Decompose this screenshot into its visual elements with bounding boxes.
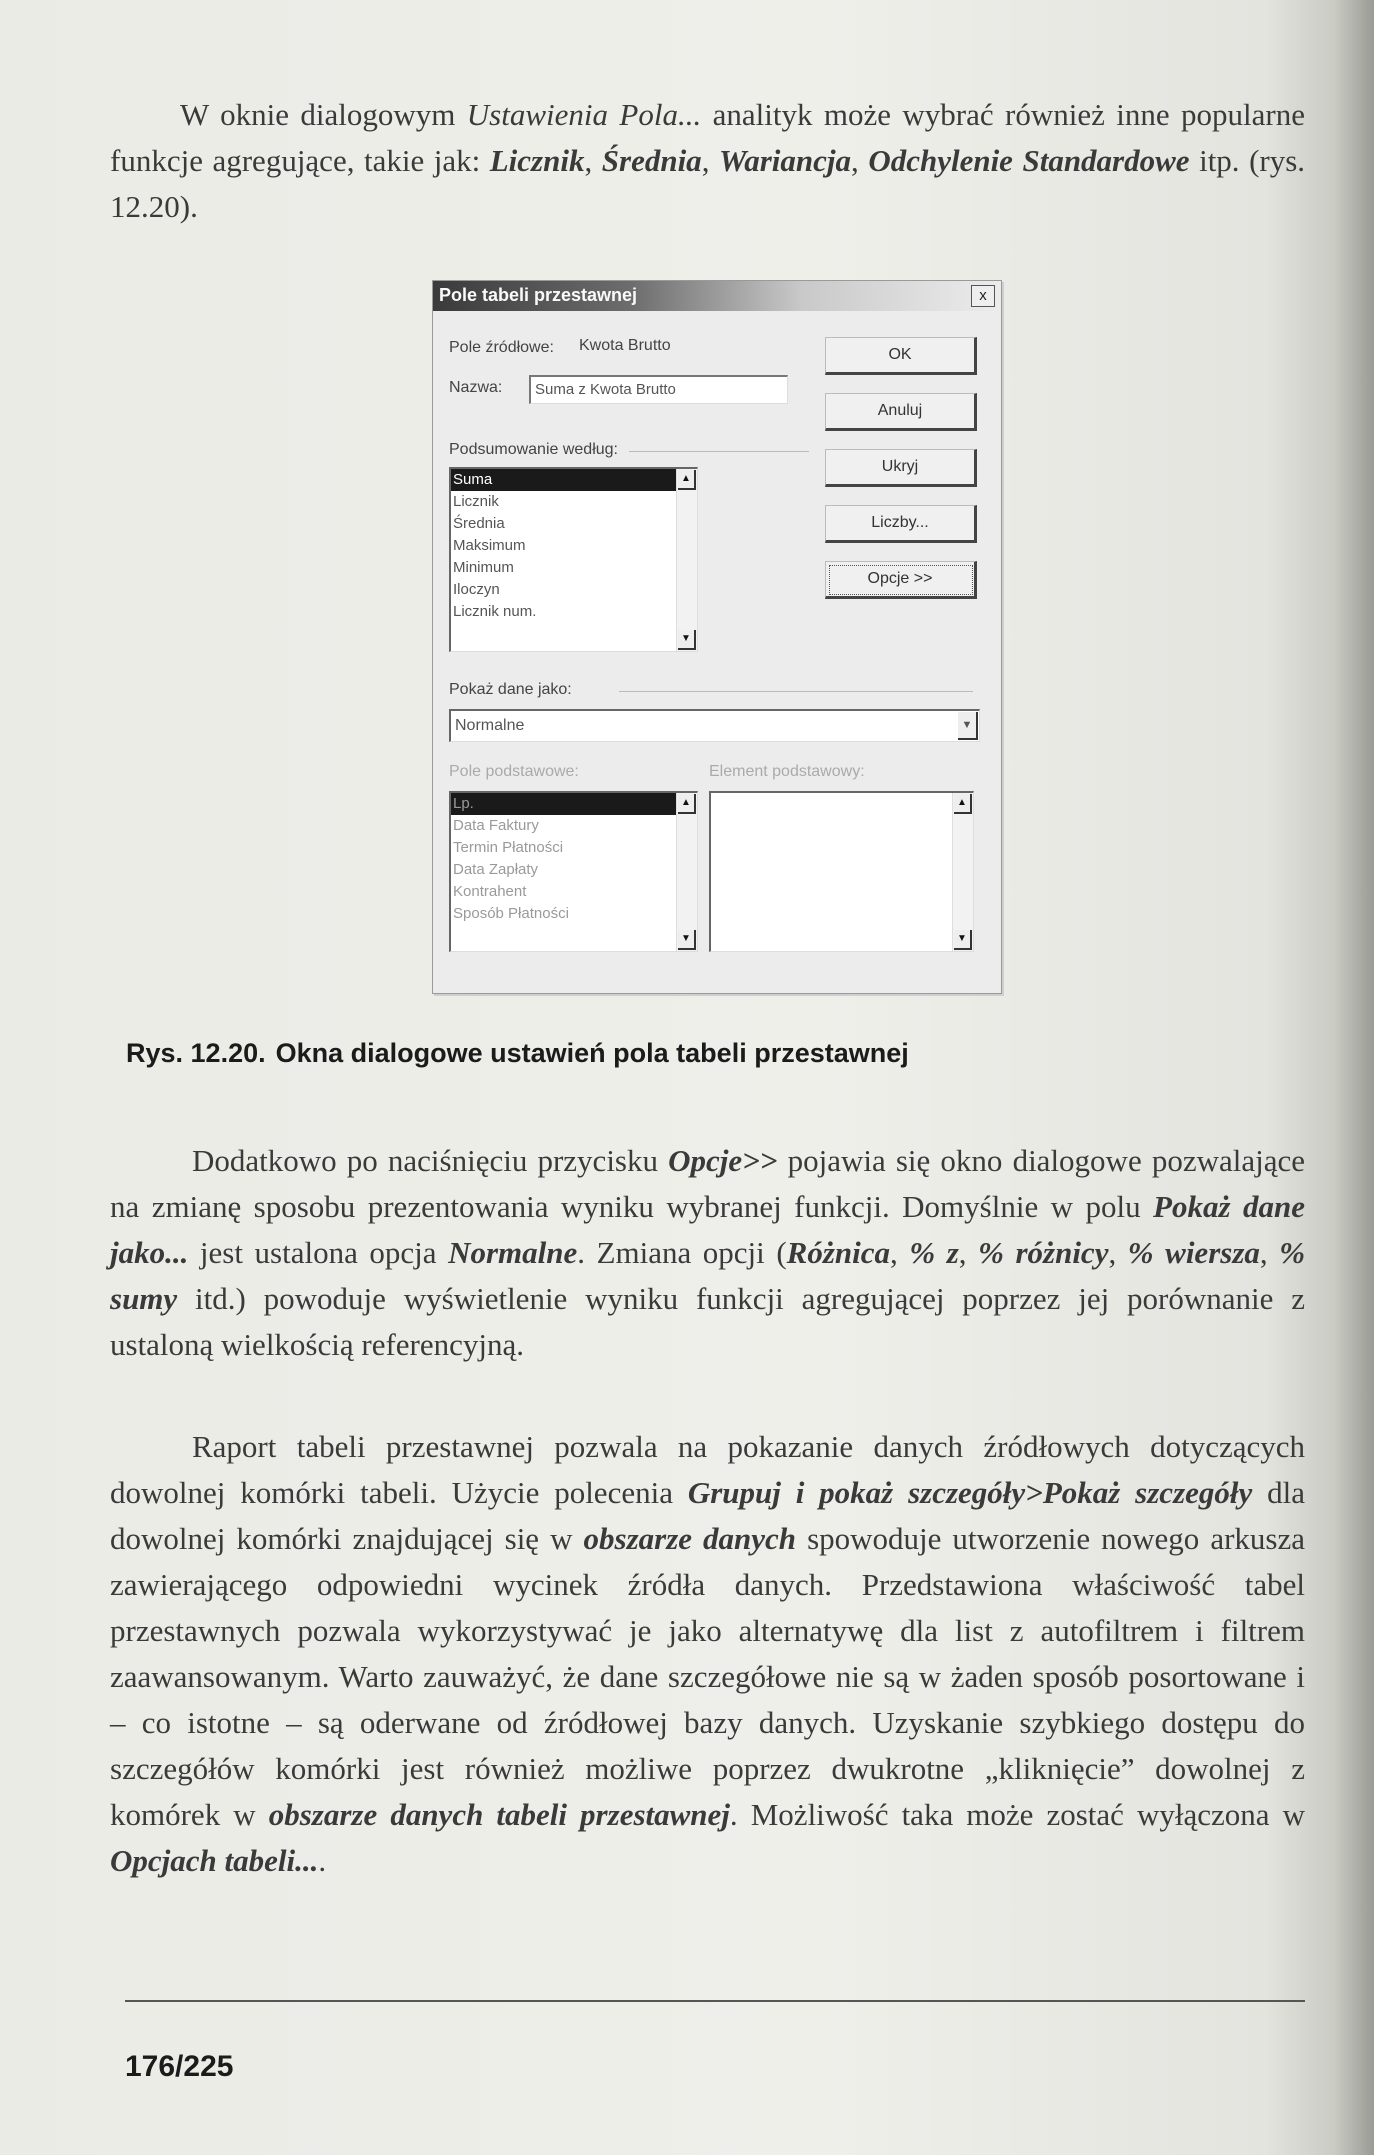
text-run: jest ustalona opcja: [188, 1235, 449, 1270]
scroll-down-icon[interactable]: ▼: [954, 930, 972, 950]
dialog-titlebar: [433, 281, 1001, 311]
list-item[interactable]: Kontrahent: [453, 883, 527, 900]
term-licznik: Licznik: [489, 143, 585, 178]
text-run: analityk może wybrać również inne popularne funkcje agregujące, takie jak:: [110, 97, 1305, 178]
chevron-down-icon[interactable]: ▼: [958, 712, 978, 740]
text-run: . Możliwość taka może zostać wyłączona w: [729, 1797, 1305, 1832]
text-run: ,: [958, 1235, 979, 1270]
list-item[interactable]: Sposób Płatności: [453, 905, 569, 922]
term-normalne: Normalne: [448, 1235, 578, 1270]
term-obszar-danych-tabeli: obszarze danych tabeli przestawnej: [268, 1797, 730, 1832]
summarize-by-label: Podsumowanie według:: [449, 441, 618, 458]
show-data-as-label: Pokaż dane jako:: [449, 681, 572, 698]
text-run: Dodatkowo po naciśnięciu przycisku: [192, 1143, 669, 1178]
cancel-button[interactable]: Anuluj: [825, 393, 977, 431]
term-obszar-danych: obszarze danych: [583, 1521, 797, 1556]
text-run: . Zmiana opcji (: [577, 1235, 787, 1270]
intro-paragraph: [110, 92, 1305, 230]
scroll-up-icon[interactable]: ▲: [954, 794, 972, 814]
term-opcje-tabeli: Opcjach tabeli...: [110, 1843, 319, 1878]
paragraph-details: [110, 1424, 1305, 1884]
scroll-down-icon[interactable]: ▼: [678, 630, 696, 650]
text-run: Raport tabeli przestawnej pozwala na pokazanie danych źródłowych dotyczących dowolnej komórki tabeli. Użycie polecenia: [110, 1429, 1305, 1510]
source-field-value: Kwota Brutto: [579, 337, 671, 354]
text-run: pojawia się okno dialogowe pozwalające na zmianę sposobu prezentowania wyniku wybranej funkcji. Domyślnie w polu: [110, 1143, 1305, 1224]
ok-button[interactable]: OK: [825, 337, 977, 375]
base-field-scrollbar[interactable]: [676, 793, 697, 951]
list-item[interactable]: Licznik num.: [453, 603, 537, 620]
show-data-as-value: Normalne: [455, 717, 525, 734]
term-pokaz-dane-jako: Pokaż dane jako...: [110, 1189, 1305, 1270]
text-run: .: [318, 1843, 327, 1878]
list-item[interactable]: Termin Płatności: [453, 839, 564, 856]
text-run: ,: [890, 1235, 910, 1270]
term-procent-roznicy: % różnicy: [978, 1235, 1109, 1270]
text-run: dla dowolnej komórki znajdującej się w: [110, 1475, 1305, 1556]
list-item[interactable]: Data Faktury: [453, 817, 539, 834]
list-item[interactable]: Iloczyn: [453, 581, 500, 598]
term-procent-sumy: % sumy: [110, 1235, 1306, 1316]
close-button[interactable]: x: [971, 285, 995, 307]
list-item[interactable]: Maksimum: [453, 537, 526, 554]
paragraph-options: [110, 1138, 1305, 1368]
list-item[interactable]: Data Zapłaty: [453, 861, 539, 878]
group-separator: [629, 451, 809, 452]
scroll-up-icon[interactable]: ▲: [678, 794, 696, 814]
list-item[interactable]: Lp.: [451, 793, 697, 815]
pivot-field-dialog: [432, 280, 1002, 994]
text-run: itp. (rys. 12.20).: [110, 143, 1306, 224]
text-run: ,: [851, 143, 869, 178]
list-item[interactable]: Licznik: [453, 493, 499, 510]
base-field-listbox[interactable]: [449, 791, 698, 952]
term-roznica: Różnica: [786, 1235, 891, 1270]
text-run: spowoduje utworzenie nowego arkusza zawierającego odpowiedni wycinek źródła danych. Przedstawiona właściwość tabel przestawnych pozwala wykorzystywać je jako alternatywę dla list z autofiltrem i filtrem zaawansowanym. Warto zauważyć, że dane szczegółowe nie są w żaden sposób posortowane i – co istotne – są oderwane od źródłowej bazy danych. Uzyskanie szybkiego dostępu do szczegółów komórki jest również możliwe poprzez dwukrotne „kliknięcie” dowolnej z komórek w: [110, 1521, 1305, 1832]
function-listbox[interactable]: [449, 467, 698, 652]
term-wariancja: Wariancja: [718, 143, 852, 178]
term-ustawienia-pola: Ustawienia Pola...: [466, 97, 702, 132]
term-procent-z: % z: [909, 1235, 959, 1270]
source-field-label: Pole źródłowe:: [449, 339, 554, 356]
text-run: itd.) powoduje wyświetlenie wyniku funkcji agregującej poprzez jej porównanie z ustaloną wielkością referencyjną.: [110, 1281, 1305, 1362]
options-button[interactable]: Opcje >>: [825, 561, 977, 599]
list-item[interactable]: Suma: [451, 469, 697, 491]
footer-rule: [125, 2000, 1305, 2002]
text-run: ,: [584, 143, 602, 178]
show-data-as-select[interactable]: [449, 709, 980, 742]
function-scrollbar[interactable]: [676, 469, 697, 651]
dialog-title: Pole tabeli przestawnej: [439, 285, 638, 305]
figure-caption: [126, 1038, 909, 1069]
name-input[interactable]: Suma z Kwota Brutto: [529, 375, 788, 404]
base-item-scrollbar[interactable]: [952, 793, 973, 951]
term-srednia: Średnia: [601, 143, 702, 178]
list-item[interactable]: Minimum: [453, 559, 514, 576]
text-run: ,: [701, 143, 719, 178]
term-odchylenie-standardowe: Odchylenie Standardowe: [868, 143, 1190, 178]
caption-text: Okna dialogowe ustawień pola tabeli przestawnej: [275, 1038, 909, 1068]
base-field-label: Pole podstawowe:: [449, 763, 579, 780]
text-run: W oknie dialogowym: [180, 97, 467, 132]
page-number: 176/225: [125, 2050, 234, 2083]
term-opcje: Opcje>>: [668, 1143, 778, 1178]
scroll-up-icon[interactable]: ▲: [678, 470, 696, 490]
list-item[interactable]: Średnia: [453, 515, 505, 532]
scroll-down-icon[interactable]: ▼: [678, 930, 696, 950]
spine-shadow: [1334, 0, 1374, 2155]
term-grupuj-i-pokaz: Grupuj i pokaż szczegóły>Pokaż szczegóły: [687, 1475, 1253, 1510]
text-run: ,: [1108, 1235, 1128, 1270]
hide-button[interactable]: Ukryj: [825, 449, 977, 487]
numbers-button[interactable]: Liczby...: [825, 505, 977, 543]
group-separator: [619, 691, 973, 692]
term-procent-wiersza: % wiersza: [1127, 1235, 1260, 1270]
base-item-listbox[interactable]: [709, 791, 974, 952]
name-label: Nazwa:: [449, 379, 503, 396]
figure-number: Rys. 12.20.: [126, 1038, 266, 1068]
text-run: ,: [1259, 1235, 1280, 1270]
base-item-label: Element podstawowy:: [709, 763, 865, 780]
